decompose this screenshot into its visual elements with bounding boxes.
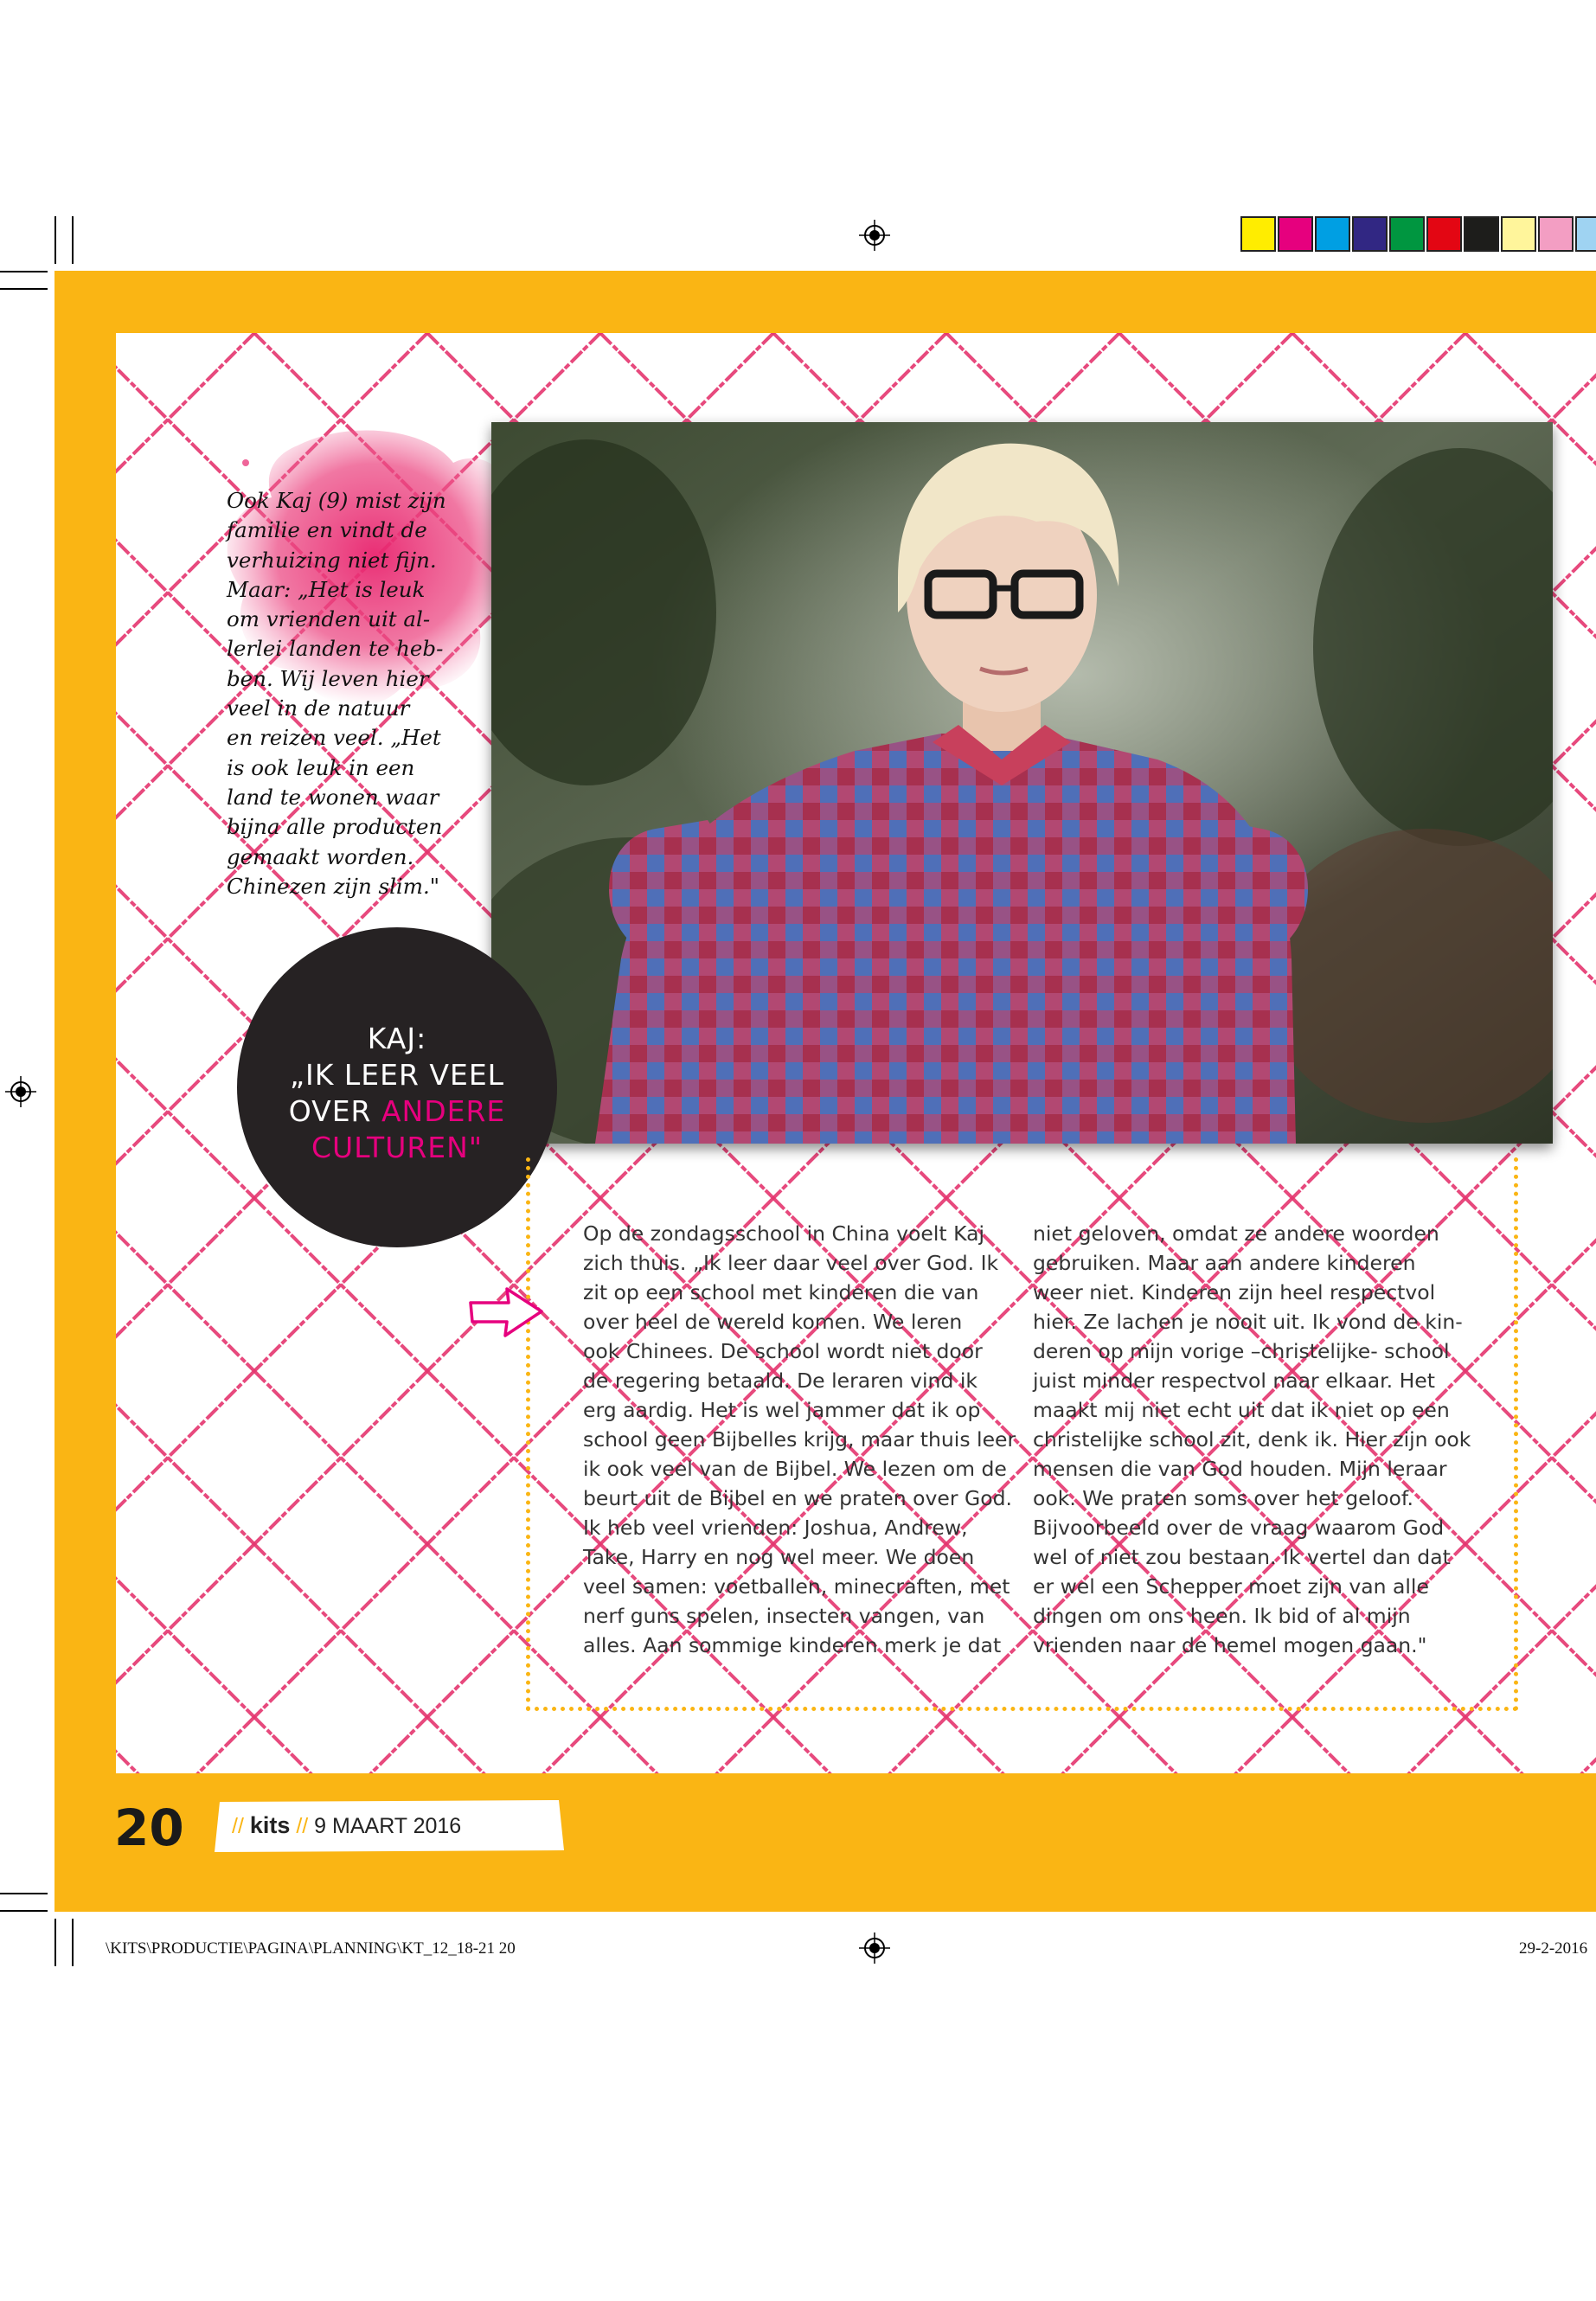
headline-line-3-white: OVER [288,1094,381,1128]
intro-line: gemaakt worden. [227,843,414,869]
article-line: ook Chinees. De school wordt niet door [583,1339,983,1363]
headline-circle [237,927,557,1247]
article-line: zich thuis. „Ik leer daar veel over God. Ik [583,1251,999,1275]
article-line: Take, Harry en nog wel meer. We doen [583,1545,975,1569]
intro-line: lerlei landen te heb- [227,636,444,662]
intro-line: bijna alle producten [227,814,443,840]
print-slug-path: \KITS\PRODUCTIE\PAGINA\PLANNING\KT_12_18-21 20 [106,1939,516,1958]
registration-mark-bottom-icon [859,1932,890,1964]
photo-boy-in-plaid-shirt-icon [491,422,1553,1144]
article-line: juist minder respectvol naar elkaar. Het [1033,1368,1435,1393]
footer-credit [232,1811,461,1840]
article-line: school geen Bijbelles krijg, maar thuis leer [583,1427,1016,1452]
footer-separator: // [232,1814,250,1838]
intro-line: Ook Kaj (9) mist zijn [227,488,446,513]
pink-arrow-icon [467,1285,547,1339]
color-calibration-bar [1240,216,1596,252]
crop-mark-bottom-left-h [0,1910,48,1912]
intro-line: is ook leuk in een [227,754,415,780]
photo-frame [491,422,1553,1144]
issue-date: 9 MAART 2016 [314,1814,462,1838]
headline-line-3-pink: ANDERE [381,1094,506,1128]
print-slug-date: 29-2-2016 [1519,1939,1588,1958]
article-line: dingen om ons heen. Ik bid of al mijn [1033,1604,1411,1628]
headline-line-3 [237,1093,557,1130]
article-line: alles. Aan sommige kinderen merk je dat [583,1633,1002,1657]
headline-line-2: „IK LEER VEEL [289,1058,505,1092]
article-line: Bijvoorbeeld over de vraag waarom God [1033,1516,1445,1540]
article-line: gebruiken. Maar aan andere kinderen [1033,1251,1416,1275]
article-line: over heel de wereld komen. We leren [583,1310,963,1334]
article-line: Op de zondagsschool in China voelt Kaj [583,1221,984,1246]
intro-line: Chinezen zijn slim." [227,873,440,899]
article-line: maakt mij niet echt uit dat ik niet op een [1033,1398,1450,1422]
intro-line: en reizen veel. „Het [227,725,441,751]
article-line: ik ook veel van de Bijbel. We lezen om de [583,1457,1007,1481]
article-line: zit op een school met kinderen die van [583,1280,979,1304]
intro-line: verhuizing niet fijn. [227,547,437,573]
crop-mark-bottom-left-h2 [0,1893,48,1894]
article-line: niet geloven, omdat ze andere woorden [1033,1221,1439,1246]
magazine-name: kits [249,1812,291,1838]
article-column-1 [583,1219,1016,1660]
intro-line: land te wonen waar [227,784,439,810]
article-line: vrienden naar de hemel mogen gaan." [1033,1633,1427,1657]
article-line: christelijke school zit, denk ik. Hier zijn ook [1033,1427,1471,1452]
crop-mark-top-left-v [54,216,56,264]
article-line: wel of niet zou bestaan. Ik vertel dan dat [1033,1545,1451,1569]
article-line: veel samen: voetballen, minecraften, met [583,1574,1010,1599]
article-line: hier. Ze lachen je nooit uit. Ik vond de kin- [1033,1310,1463,1334]
crop-mark-top-left-v2 [72,216,74,264]
article-line: Ik heb veel vrienden: Joshua, Andrew, [583,1516,968,1540]
intro-line: ben. Wij leven hier [227,665,429,691]
crop-mark-top-left-h [0,271,48,272]
registration-mark-top-icon [859,220,890,251]
registration-mark-left-icon [5,1076,36,1107]
article-line: deren op mijn vorige –christelijke- school [1033,1339,1450,1363]
article-line: de regering betaald. De leraren vind ik [583,1368,977,1393]
crop-mark-bottom-left-v2 [72,1919,74,1966]
article-line: beurt uit de Bijbel en we praten over God. [583,1486,1012,1510]
headline-line-4: CULTUREN" [311,1131,483,1164]
intro-line: veel in de natuur [227,695,410,721]
page-number: 20 [114,1798,184,1857]
article-column-2 [1033,1219,1471,1660]
grayscale-calibration-bar [92,216,509,252]
headline-line-1: KAJ: [367,1022,427,1055]
article-line: mensen die van God houden. Mijn leraar [1033,1457,1447,1481]
article-line: weer niet. Kinderen zijn heel respectvol [1033,1280,1436,1304]
article-line: er wel een Schepper moet zijn van alle [1033,1574,1429,1599]
intro-line: Maar: „Het is leuk [227,576,426,602]
article-line: erg aardig. Het is wel jammer dat ik op [583,1398,981,1422]
article-line: ook. We praten soms over het geloof. [1033,1486,1413,1510]
article-line: nerf guns spelen, insecten vangen, van [583,1604,985,1628]
intro-quote [227,486,486,901]
intro-line: om vrienden uit al- [227,606,431,632]
crop-mark-bottom-left-v [54,1919,56,1966]
crop-mark-top-left-h2 [0,288,48,290]
intro-line: familie en vindt de [227,517,427,543]
headline-text [237,1021,557,1166]
footer-separator: // [290,1814,315,1838]
